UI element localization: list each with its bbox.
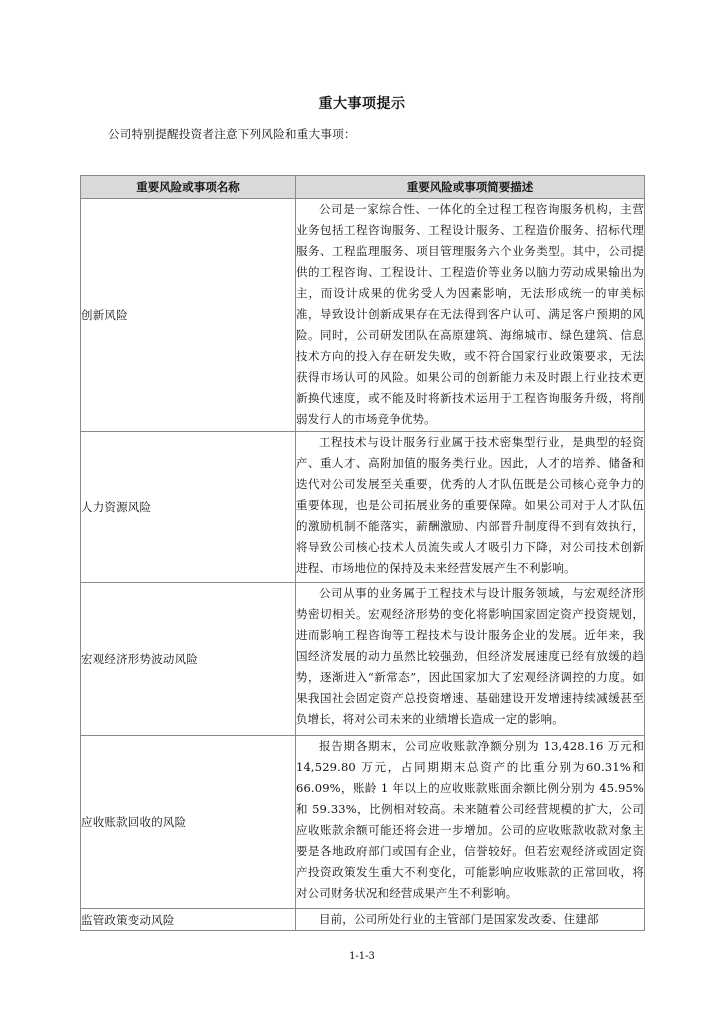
- table-row: [81, 909, 645, 931]
- table-row: [81, 583, 645, 736]
- risk-name: 监管政策变动风险: [81, 909, 296, 931]
- risk-name: 创新风险: [81, 199, 296, 432]
- risk-table: [80, 175, 645, 931]
- risk-description: 报告期各期末，公司应收账款净额分别为 13,428.16 万元和 14,529.80 万元，占同期期末总资产的比重分别为60.31%和66.09%，账龄 1 年以上的应收账款账面余额比例分别为 45.95%和 59.33%，比例相对较高。未来随着公司经营规模的扩大，公司应收账款余额可能还将会进一步增加。公司的应收账款收款对象主要是各地政府部门或国有企业，信誉较好。但若宏观经济或固定资产投资政策发生重大不利变化，可能影响应收账款的正常回收，将对公司财务状况和经营成果产生不利影响。: [296, 736, 645, 909]
- risk-description: 目前，公司所处行业的主管部门是国家发改委、住建部: [296, 909, 645, 931]
- risk-description: 公司从事的业务属于工程技术与设计服务领域，与宏观经济形势密切相关。宏观经济形势的变化将影响国家固定资产投资规划，进而影响工程咨询等工程技术与设计服务企业的发展。近年来，我国经济发展的动力虽然比较强劲，但经济发展速度已经有放缓的趋势，逐渐进入“新常态”，因此国家加大了宏观经济调控的力度。如果我国社会固定资产总投资增速、基础建设开发增速持续减缓甚至负增长，将对公司未来的业绩增长造成一定的影响。: [296, 583, 645, 736]
- header-risk-name: 重要风险或事项名称: [81, 176, 296, 199]
- table-row: [81, 736, 645, 909]
- risk-name: 人力资源风险: [81, 432, 296, 583]
- page-number: 1-1-3: [349, 951, 375, 962]
- risk-description: 公司是一家综合性、一体化的全过程工程咨询服务机构，主营业务包括工程咨询服务、工程设计服务、工程造价服务、招标代理服务、工程监理服务、项目管理服务六个业务类型。其中，公司提供的工程咨询、工程设计、工程造价等业务以脑力劳动成果输出为主，而设计成果的优劣受人为因素影响，无法形成统一的审美标准，导致设计创新成果存在无法得到客户认可、满足客户预期的风险。同时，公司研发团队在高原建筑、海绵城市、绿色建筑、信息技术方向的投入存在研发失败，或不符合国家行业政策要求，无法获得市场认可的风险。如果公司的创新能力未及时跟上行业技术更新换代速度，或不能及时将新技术运用于工程咨询服务升级，将削弱发行人的市场竞争优势。: [296, 199, 645, 432]
- intro-text: 公司特别提醒投资者注意下列风险和重大事项：: [108, 127, 356, 141]
- page-title: 重大事项提示: [318, 96, 406, 112]
- risk-description: 工程技术与设计服务行业属于技术密集型行业，是典型的轻资产、重人才、高附加值的服务类行业。因此，人才的培养、储备和迭代对公司发展至关重要，优秀的人才队伍既是公司核心竞争力的重要体现，也是公司拓展业务的重要保障。如果公司对于人才队伍的激励机制不能落实，薪酬激励、内部晋升制度得不到有效执行，将导致公司核心技术人员流失或人才吸引力下降，对公司技术创新进程、市场地位的保持及未来经营发展产生不利影响。: [296, 432, 645, 583]
- risk-name: 应收账款回收的风险: [81, 736, 296, 909]
- table-header-row: [81, 176, 645, 199]
- table-row: [81, 432, 645, 583]
- table-row: [81, 199, 645, 432]
- header-risk-description: 重要风险或事项简要描述: [296, 176, 645, 199]
- risk-name: 宏观经济形势波动风险: [81, 583, 296, 736]
